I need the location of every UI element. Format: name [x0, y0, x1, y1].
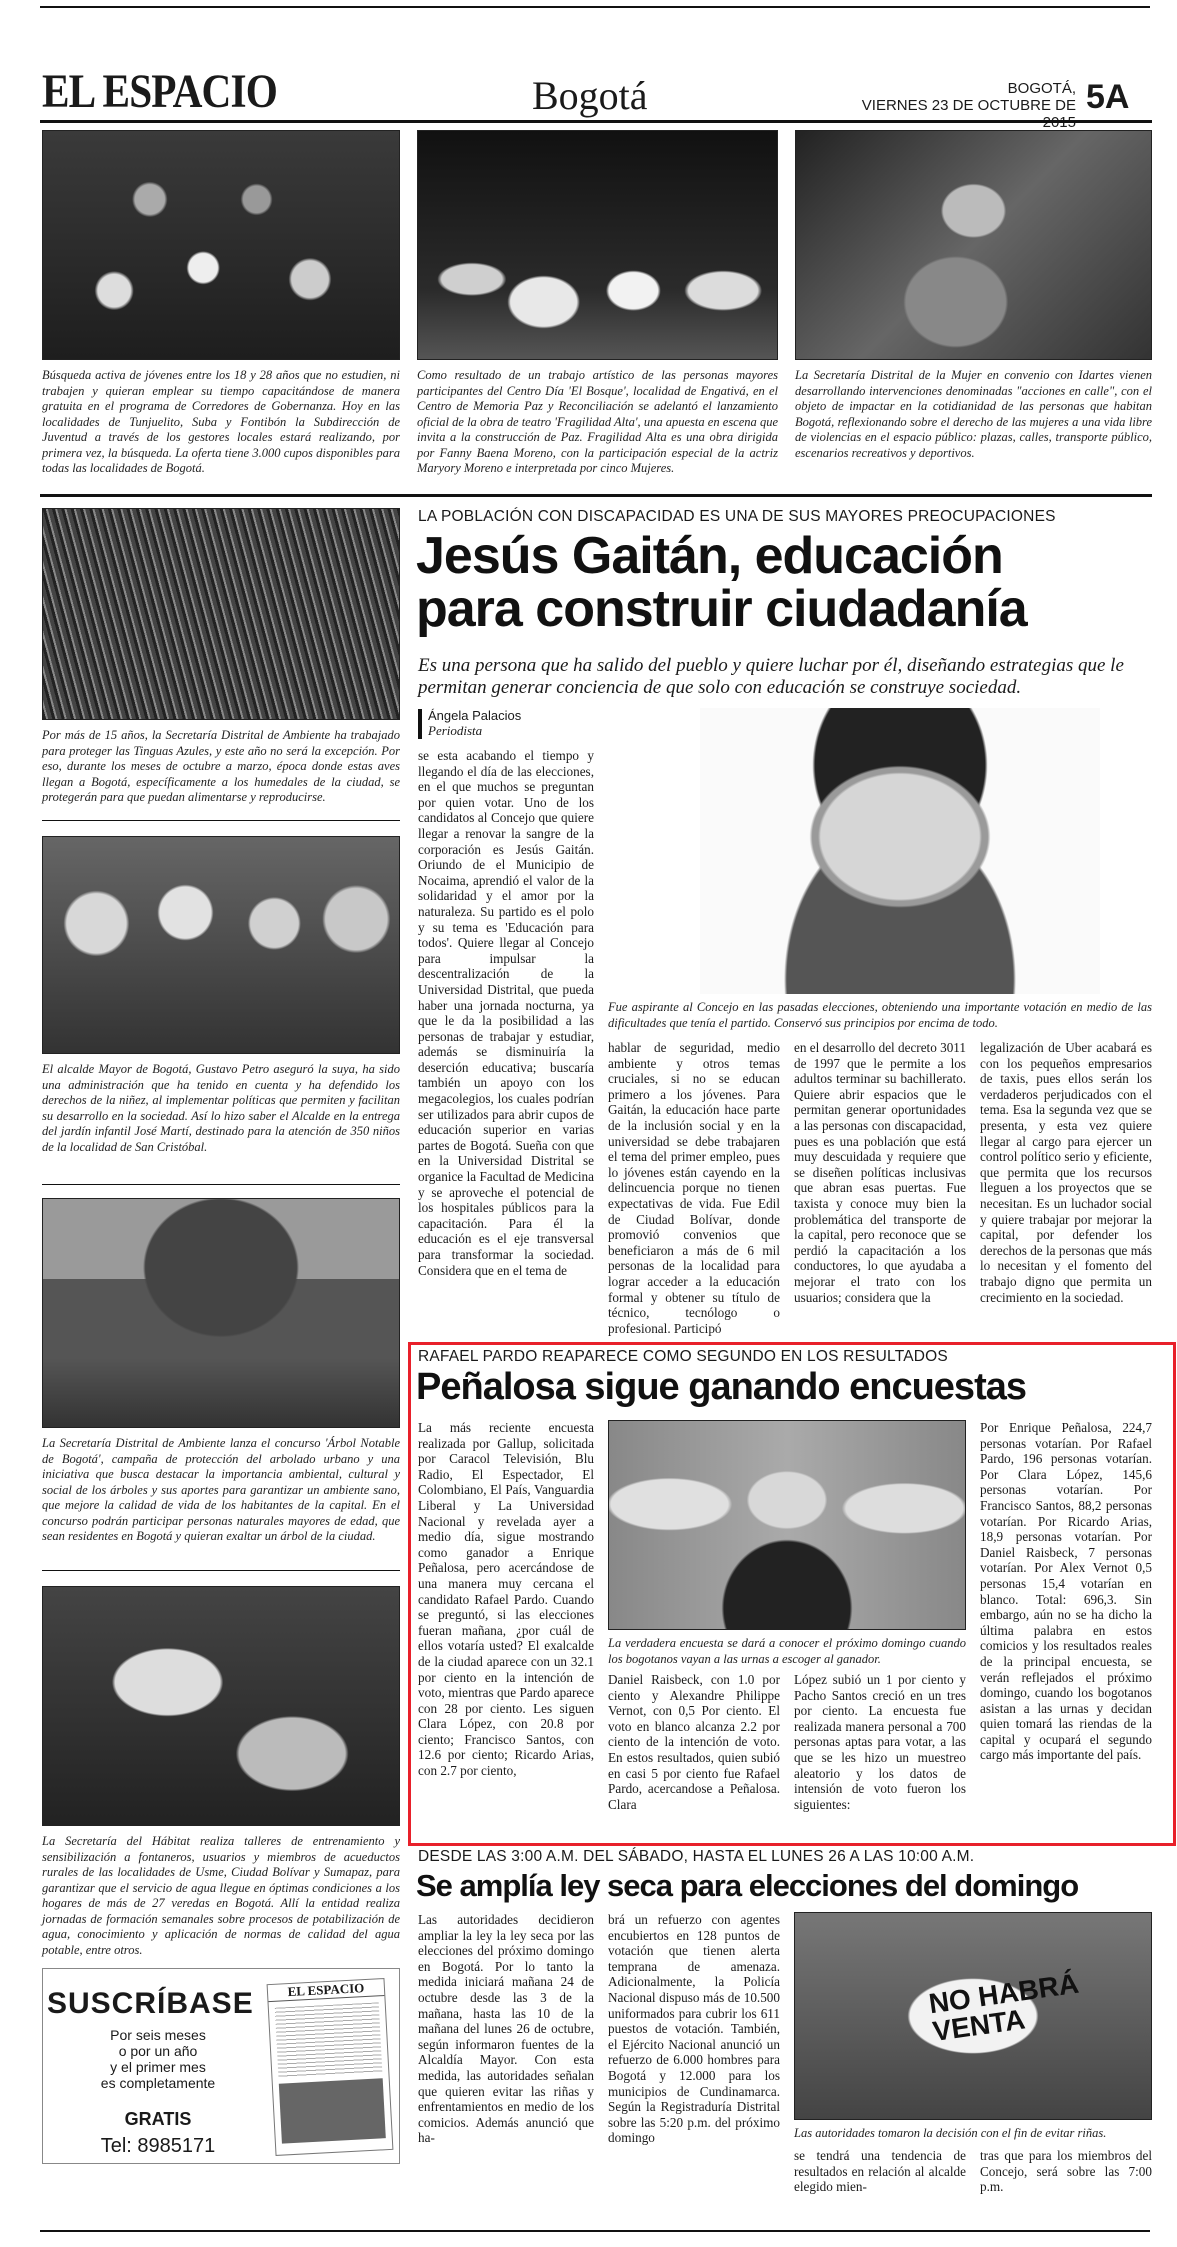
masthead: EL ESPACIO: [42, 65, 277, 118]
byline: [428, 708, 521, 739]
portrait-caption: Fue aspirante al Concejo en las pasadas elecciones, obteniendo una importante votación en medio de las dificultades que tenía el partido. Conservó sus principios por encima de todo.: [608, 1000, 1152, 1030]
section-title: Bogotá: [532, 73, 648, 118]
candidates-caption: La verdadera encuesta se dará a conocer el próximo domingo cuando los bogotanos vayan a las urnas a escoger al ganador.: [608, 1636, 966, 1666]
article1-col-3: en el desarrollo del decreto 3011 de 1997 que le permite a los adultos terminar su bachillerato. Quiere abrir espacios que le permitan generar oportunidades a las personas con discapacidad, pues es una población que está muy descuidada y requiere que se diseñen políticas inclusivas que abran esas puertas. Fue taxista y conoce muy bien la problemática del transporte de la capital, pero reconoce que se perdió la capacitación a los conductores, lo que ayudaba a mejorar el trato con los usuarios; considera que la: [794, 1040, 966, 1305]
article3-col-4: tras que para los miembros del Concejo, será sobre las 7:00 p.m.: [980, 2148, 1152, 2195]
byline-bar: [418, 709, 422, 739]
water-workshop-photo: [42, 1586, 400, 1826]
article2-col-4: Por Enrique Peñalosa, 224,7 personas votarían. Por Rafael Pardo, 196 personas votarían. Por Clara López, 145,6 personas votarían. Por Francisco Santos, 88,2 personas votarían. Por Ricardo Arias, 18,9 personas votarían. Por Daniel Raisbeck, 7 personas votarían. Por Alex Vernot 0,5 personas 15,4 votarían en blanco. Total: 696,3. Sin embargo, aún no se ha dicho la última palabra en estos comicios y los resultados reales de la principal encuesta, se verán reflejados el próximo domingo, cuando los bogotanos asistan a las urnas y decidan quien tomará las riendas de la capital y ocupará el segundo cargo más importante del país.: [980, 1420, 1152, 1763]
article1-headline-line-2: para construir ciudadanía: [416, 580, 1027, 639]
thumbnail-text-lines: [275, 2002, 383, 2077]
habitat-caption: La Secretaría del Hábitat realiza talleres de entrenamiento y sensibilización a fontaneros, usuarios y miembros de acueductos rurales de las localidades de Usme, Ciudad Bolívar y Sumapaz, para garantizar que el servicio de agua llegue en óptimas condiciones a los hogares de más de 27 veredas en Bogotá. Allí la entidad realiza jornadas de formación semanales sobre procesos de potabilización de agua, conocimiento y aplicación de normas de calidad del agua potable, entre otros.: [42, 1834, 400, 1957]
article3-headline: Se amplía ley seca para elecciones del domingo: [416, 1868, 1079, 1903]
header-rule: [40, 120, 1152, 123]
ad-title: SUSCRÍBASE: [47, 1987, 254, 2020]
article1-kicker: LA POBLACIÓN CON DISCAPACIDAD ES UNA DE SUS MAYORES PREOCUPACIONES: [418, 508, 1056, 525]
mayor-caption: El alcalde Mayor de Bogotá, Gustavo Petro aseguró la suya, ha sido una administración que ha tenido en cuenta y ha defendido los derechos de la niñez, al implementar políticas que permiten y facilitan su desarrollo en la sociedad. Así lo hizo saber el Alcalde en la entrega del jardín infantil José Martí, destinado para la atención de 350 niños de la localidad de San Cristóbal.: [42, 1062, 400, 1154]
ad-line-4: es completamente: [100, 2075, 216, 2091]
article1-headline: [416, 527, 1156, 639]
theater-play-photo: [417, 130, 778, 360]
candidates-photo: [608, 1420, 966, 1630]
women-secretariat-caption: La Secretaría Distrital de la Mujer en convenio con Idartes vienen desarrollando intervenciones denominadas "acciones en calle", con el objeto de impactar en la cotidianidad de las personas que habitan Bogotá, reflexionando sobre el derecho de las mujeres a una vida libre de violencias en el espacio público: plazas, calles, transporte público, escenarios recreativos y deportivos.: [795, 368, 1152, 460]
notable-tree-photo: [42, 1198, 400, 1428]
top-edge-rule: [40, 6, 1150, 8]
blue-bird-photo: [42, 508, 400, 720]
article1-deck: Es una persona que ha salido del pueblo y quiere luchar por él, diseñando estrategias que le permitan generar conciencia de que solo con educación se construye sociedad.: [418, 655, 1124, 698]
left-divider-3: [42, 1570, 400, 1571]
article2-col-2: Daniel Raisbeck, con 1.0 por ciento y Alexandre Philippe Vernot, con 0,5 Por ciento. El voto en blanco alcanza 2.2 por ciento de la intención de voto. En estos resultados, quien subió en casi 5 por ciento fue Rafael Pardo, acercandose a Peñalosa. Clara: [608, 1672, 780, 1812]
left-divider-2: [42, 1184, 400, 1185]
ad-offer-text: [73, 2027, 243, 2091]
dateline-city: BOGOTÁ,: [1007, 80, 1076, 97]
left-divider-1: [42, 820, 400, 821]
byline-role: Periodista: [428, 723, 483, 738]
subscription-ad[interactable]: [42, 1968, 400, 2164]
bottom-edge-rule: [40, 2230, 1150, 2232]
candidate-portrait-photo: [700, 708, 1100, 994]
dry-law-caption: Las autoridades tomaron la decisión con el fin de evitar riñas.: [794, 2126, 1107, 2140]
youth-crowd-photo: [42, 130, 400, 360]
sign-text: NO HABRÁ VENTA: [927, 1967, 1081, 2047]
article2-headline: Peñalosa sigue ganando encuestas: [416, 1366, 1026, 1408]
ad-line-2: o por un año: [118, 2043, 198, 2059]
article3-col-1: Las autoridades decidieron ampliar la ley la ley seca por las elecciones del próximo domingo en Bogotá. Por lo tanto la medida iniciará mañana 24 de octubre desde las 3 de la mañana, hasta las 10 de la mañana del lunes 26 de octubre, según informaron fuentes de la Alcaldía Mayor. Con esta medida, las autoridades señalan que quieren evitar las riñas y enfrentamientos en medio de los comicios. Además anunció que ha-: [418, 1912, 594, 2146]
ad-line-1: Por seis meses: [110, 2027, 206, 2043]
no-sale-sign-photo: [794, 1912, 1152, 2120]
street-performance-photo: [795, 130, 1152, 360]
page-number: 5A: [1086, 78, 1130, 116]
bird-caption: Por más de 15 años, la Secretaría Distrital de Ambiente ha trabajado para proteger las Tinguas Azules, y este año no será la excepción. Por eso, durante los meses de octubre a marzo, época donde estas aves llegan a Bogotá, específicamente a los humedales de la ciudad, se protegerán para que puedan alimentarse y reproducirse.: [42, 728, 400, 804]
article2-col-3: López subió un 1 por ciento y Pacho Santos creció en un tres por ciento. La encuesta fue realizada manera personal a 700 personas aptas para votar, a las que se les hizo un muestreo aleatorio y los datos de intensión de voto fueron los siguientes:: [794, 1672, 966, 1812]
article1-col-1: se esta acabando el tiempo y llegando el día de las elecciones, en el que muchos se preguntan por quien votar. Uno de los candidatos al Concejo que quiere llegar a renovar la sangre de la corporación es Jesús Gaitán. Oriundo de el Municipio de Nocaima, aprendió el valor de la solidaridad y el amor por la naturaleza. Su partido es el polo y su tema es 'Educación para todos'. Quiere llegar al Concejo para impulsar la descentralización de la Universidad Distrital, que pueda haber una jornada nocturna, ya que le da la posibilidad a las personas de trabajar y estudiar, además se disminuiría la deserción educativa; buscaría también un apoyo con los megacolegios, los cuales podrían ser utilizados para abrir cupos de educación superior en varias partes de Bogotá. Sueña con que en la Universidad Distrital se organice la Facultad de Medicina y se aproveche el potencial de los hospitales públicos para la capacitación. Para él la educación es el eje transversal para transformar la sociedad. Considera que en el tema de: [418, 748, 594, 1278]
theater-caption: Como resultado de un trabajo artístico de las personas mayores participantes del Centro Día 'El Bosque', localidad de Engativá, en el Centro de Memoria Paz y Reconciliación se adelantó el lanzamiento oficial de la obra de teatro 'Fragilidad Alta', una apuesta en escena que invita a la construcción de Paz. Fragilidad Alta es una obra dirigida por Fanny Baena Moreno, con la participación especial de la actriz Maryory Moreno e interpretada por cinco Mujeres.: [417, 368, 778, 475]
ad-line-3: y el primer mes: [110, 2059, 206, 2075]
top-row-rule: [40, 494, 1152, 497]
ad-free: GRATIS: [124, 2109, 192, 2129]
thumbnail-masthead: EL ESPACIO: [268, 1979, 385, 2002]
dateline: [836, 80, 1076, 131]
newspaper-thumbnail: [267, 1978, 394, 2156]
thumbnail-photo: [279, 2078, 386, 2143]
ad-phone: Tel: 8985171: [100, 2135, 216, 2157]
article1-col-2: hablar de seguridad, medio ambiente y otros temas cruciales, si no se educan primero a los jóvenes. Para Gaitán, la educación hace parte de la inclusión social y en la universidad se debe trabajaren el tema del primer empleo, pues lo jóvenes están cayendo en la delincuencia porque no tienen expectativas de vida. Fue Edil de Ciudad Bolívar, donde promovió convenios que beneficiaron a más de 6 mil personas de la localidad para lograr acceder a la educación formal y obtener su título de técnico, tecnólogo o profesional. Participó: [608, 1040, 780, 1336]
article3-col-3: se tendrá una tendencia de resultados en relación al alcalde elegido mien-: [794, 2148, 966, 2195]
children-photo: [42, 836, 400, 1054]
tree-contest-caption: La Secretaría Distrital de Ambiente lanza el concurso 'Árbol Notable de Bogotá', campaña de protección del arbolado urbano y una iniciativa que busca destacar la importancia ambiental, cultural y social de los árboles y sus aportes para garantizar un ambiente sano, que mejore la calidad de vida de los habitantes de la capital. En el concurso podrán participar personas naturales mayores de edad, que sean residentes en Bogotá y quieran exaltar un árbol de la ciudad.: [42, 1436, 400, 1543]
article1-col-4: legalización de Uber acabará es con los pequeños empresarios de taxis, pues ellos serán los verdaderos perjudicados con el tema. Esa la segunda vez que se presenta, y esta vez quiere llegar al cargo para ejercer un control político serio y eficiente, que permita que los recursos lleguen a los proyectos que se necesitan. Es un luchador social y quiere trabajar por mejorar la capital, por defender los derechos de la personas que más lo necesitan y el fomento del trabajo digno que permita un crecimiento en la sociedad.: [980, 1040, 1152, 1305]
article3-col-2: brá un refuerzo con agentes encubiertos en 128 puntos de votación que tienen alerta temprana de amenaza. Adicionalmente, la Policía Nacional dispuso más de 10.500 uniformados para cubrir los 611 puestos de votación. También, el Ejército Nacional anunció un refuerzo de 6.000 hombres para Bogotá y 12.000 para los municipios de Cundinamarca. Según la Registraduría Distrital sobre las 5:20 p.m. del próximo domingo: [608, 1912, 780, 2146]
article3-kicker: DESDE LAS 3:00 A.M. DEL SÁBADO, HASTA EL LUNES 26 A LAS 10:00 A.M.: [418, 1848, 975, 1865]
article1-headline-line-1: Jesús Gaitán, educación: [416, 527, 1003, 585]
article2-kicker: RAFAEL PARDO REAPARECE COMO SEGUNDO EN LOS RESULTADOS: [418, 1348, 948, 1365]
byline-author: Ángela Palacios: [428, 708, 522, 723]
article2-col-1: La más reciente encuesta realizada por Gallup, solicitada por Caracol Televisión, Blu Radio, El Espectador, El Colombiano, El País, Vanguardia Liberal y La Universidad Nacional y revelada ayer a medio día, sigue mostrando como ganador a Enrique Peñalosa, pero acercándose de una manera muy cercana el candidato Rafael Pardo. Cuando se preguntó, si las elecciones fueran mañana, ¿por cuál de ellos votaría usted? El exalcalde de la ciudad aparece con un 32.1 por ciento en la intención de voto, mientras que Pardo aparece con 28 por ciento. Les siguen Clara López, con 20.8 por ciento; Francisco Santos, con 12.6 por ciento; Ricardo Arias, con 2.7 por ciento,: [418, 1420, 594, 1779]
youth-program-caption: Búsqueda activa de jóvenes entre los 18 y 28 años que no estudien, ni trabajen y quieran emplear su tiempo capacitándose de manera gratuita en el programa de Corredores de Gobernanza. Hoy en las localidades de Tunjuelito, Suba y Fontibón la Subdirección de Juventud a través de los gestores locales estará realizando, por primera vez, la búsqueda. La oferta tiene 3.000 cupos disponibles para todas las localidades de Bogotá.: [42, 368, 400, 475]
dateline-date: VIERNES 23 DE OCTUBRE DE: [861, 97, 1076, 114]
